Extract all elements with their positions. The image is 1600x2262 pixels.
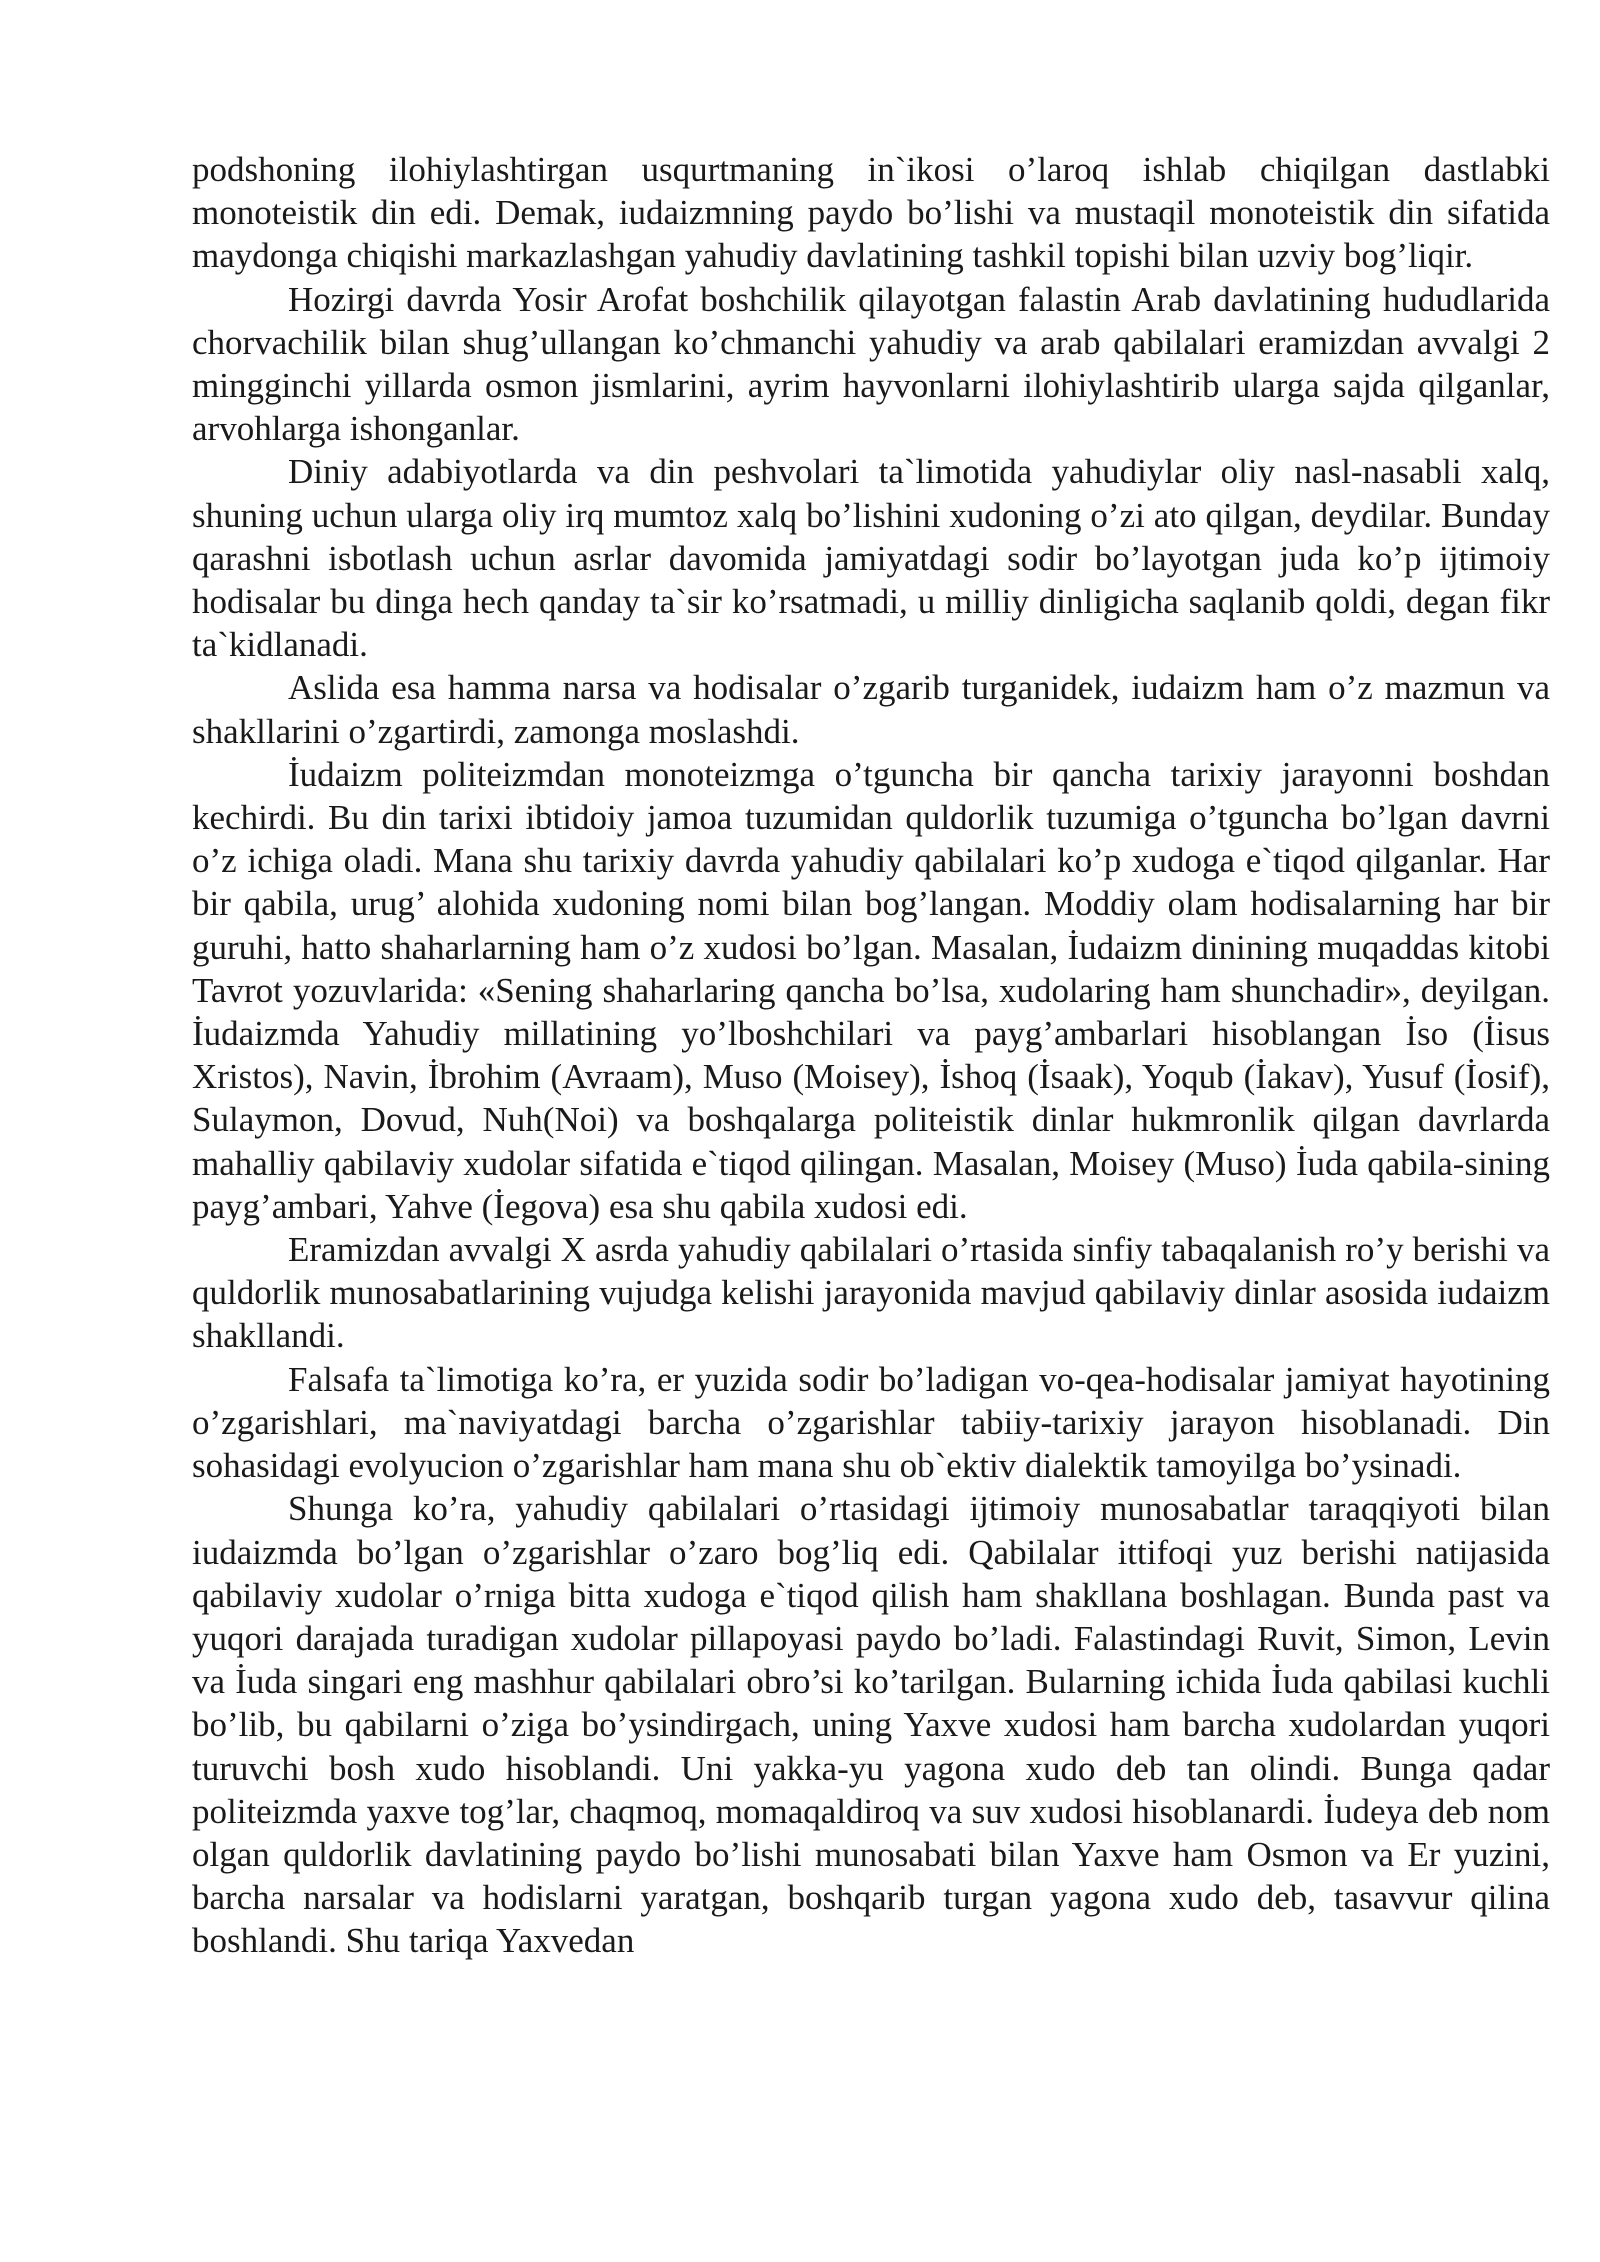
paragraph: İudaizm politeizmdan monoteizmga o’tguncha bir qancha tarixiy jarayonni boshdan kechirdi. Bu din tarixi ibtidoiy jamoa tuzumidan quldorlik tuzumiga o’tguncha bo’lgan davrni o’z ichiga oladi. Mana shu tarixiy davrda yahudiy qabilalari ko’p xudoga e`tiqod qilganlar. Har bir qabila, urug’ alohida xudoning nomi bilan bog’langan. Moddiy olam hodisalarning har bir guruhi, hatto shaharlarning ham o’z xudosi bo’lgan. Masalan, İudaizm dinining muqaddas kitobi Tavrot yozuvlarida: «Sening shaharlaring qancha bo’lsa, xudolaring ham shunchadir», deyilgan. İudaizmda Yahudiy millatining yo’lboshchilari va payg’ambarlari hisoblangan İso (İisus Xristos), Navin, İbrohim (Avraam), Muso (Moisey), İshoq (İsaak), Yoqub (İakav), Yusuf (İosif), Sulaymon, Dovud, Nuh(Noi) va boshqalarga politeistik dinlar hukmronlik qilgan davrlarda mahalliy qabilaviy xudolar sifatida e`tiqod qilingan. Masalan, Moisey (Muso) İuda qabila-sining payg’ambari, Yahve (İegova) esa shu qabila xudosi edi. [192, 754, 1550, 1226]
paragraph: Eramizdan avvalgi X asrda yahudiy qabilalari o’rtasida sinfiy tabaqalanish ro’y berishi va quldorlik munosabatlarining vujudga kelishi jarayonida mavjud qabilaviy dinlar asosida iudaizm shakllandi. [192, 1230, 1550, 1356]
paragraph: Aslida esa hamma narsa va hodisalar o’zgarib turganidek, iudaizm ham o’z mazmun va shakllarini o’zgartirdi, zamonga moslashdi. [192, 668, 1550, 751]
paragraph: Shunga ko’ra, yahudiy qabilalari o’rtasidagi ijtimoiy munosabatlar taraqqiyoti bilan iudaizmda bo’lgan o’zgarishlar o’zaro bog’liq edi. Qabilalar ittifoqi yuz berishi natijasida qabilaviy xudolar o’rniga bitta xudoga e`tiqod qilish ham shakllana boshlagan. Bunda past va yuqori darajada turadigan xudolar pillapoyasi paydo bo’ladi. Falastindagi Ruvit, Simon, Levin va İuda singari eng mashhur qabilalari obro’si ko’tarilgan. Bularning ichida İuda qabilasi kuchli bo’lib, bu qabilarni o’ziga bo’ysindirgach, uning Yaxve xudosi ham barcha xudolardan yuqori turuvchi bosh xudo hisoblandi. Uni yakka-yu yagona xudo deb tan olindi. Bunga qadar politeizmda yaxve tog’lar, chaqmoq, momaqaldiroq va suv xudosi hisoblanardi. İudeya deb nom olgan quldorlik davlatining paydo bo’lishi munosabati bilan Yaxve ham Osmon va Er yuzini, barcha narsalar va hodislarni yaratgan, boshqarib turgan yagona xudo deb, tasavvur qilina boshlandi. Shu tariqa Yaxvedan [192, 1489, 1550, 1961]
paragraph: Hozirgi davrda Yosir Arofat boshchilik qilayotgan falastin Arab davlatining hududlarida chorvachilik bilan shug’ullangan ko’chmanchi yahudiy va arab qabilalari eramizdan avvalgi 2 mingginchi yillarda osmon jismlarini, ayrim hayvonlarni ilohiylashtirib ularga sajda qilganlar, arvohlarga ishonganlar. [192, 279, 1550, 449]
paragraph: Diniy adabiyotlarda va din peshvolari ta`limotida yahudiylar oliy nasl-nasabli xalq, shuning uchun ularga oliy irq mumtoz xalq bo’lishini xudoning o’zi ato qilgan, deydilar. Bunday qarashni isbotlash uchun asrlar davomida jamiyatdagi sodir bo’layotgan juda ko’p ijtimoiy hodisalar bu dinga hech qanday ta`sir ko’rsatmadi, u milliy dinligicha saqlanib qoldi, degan fikr ta`kidlanadi. [192, 452, 1550, 665]
paragraph: Falsafa ta`limotiga ko’ra, er yuzida sodir bo’ladigan vo-qea-hodisalar jamiyat hayotining o’zgarishlari, ma`naviyatdagi barcha o’zgarishlar tabiiy-tarixiy jarayon hisoblanadi. Din sohasidagi evolyucion o’zgarishlar ham mana shu ob`ektiv dialektik tamoyilga bo’ysinadi. [192, 1359, 1550, 1486]
paragraph-continuation: podshoning ilohiylashtirgan usqurtmaning in`ikosi o’laroq ishlab chiqilgan dastlabki monoteistik din edi. Demak, iudaizmning paydo bo’lishi va mustaqil monoteistik din sifatida maydonga chiqishi markazlashgan yahudiy davlatining tashkil topishi bilan uzviy bog’liqir. [192, 150, 1550, 276]
document-body [192, 148, 1550, 1963]
